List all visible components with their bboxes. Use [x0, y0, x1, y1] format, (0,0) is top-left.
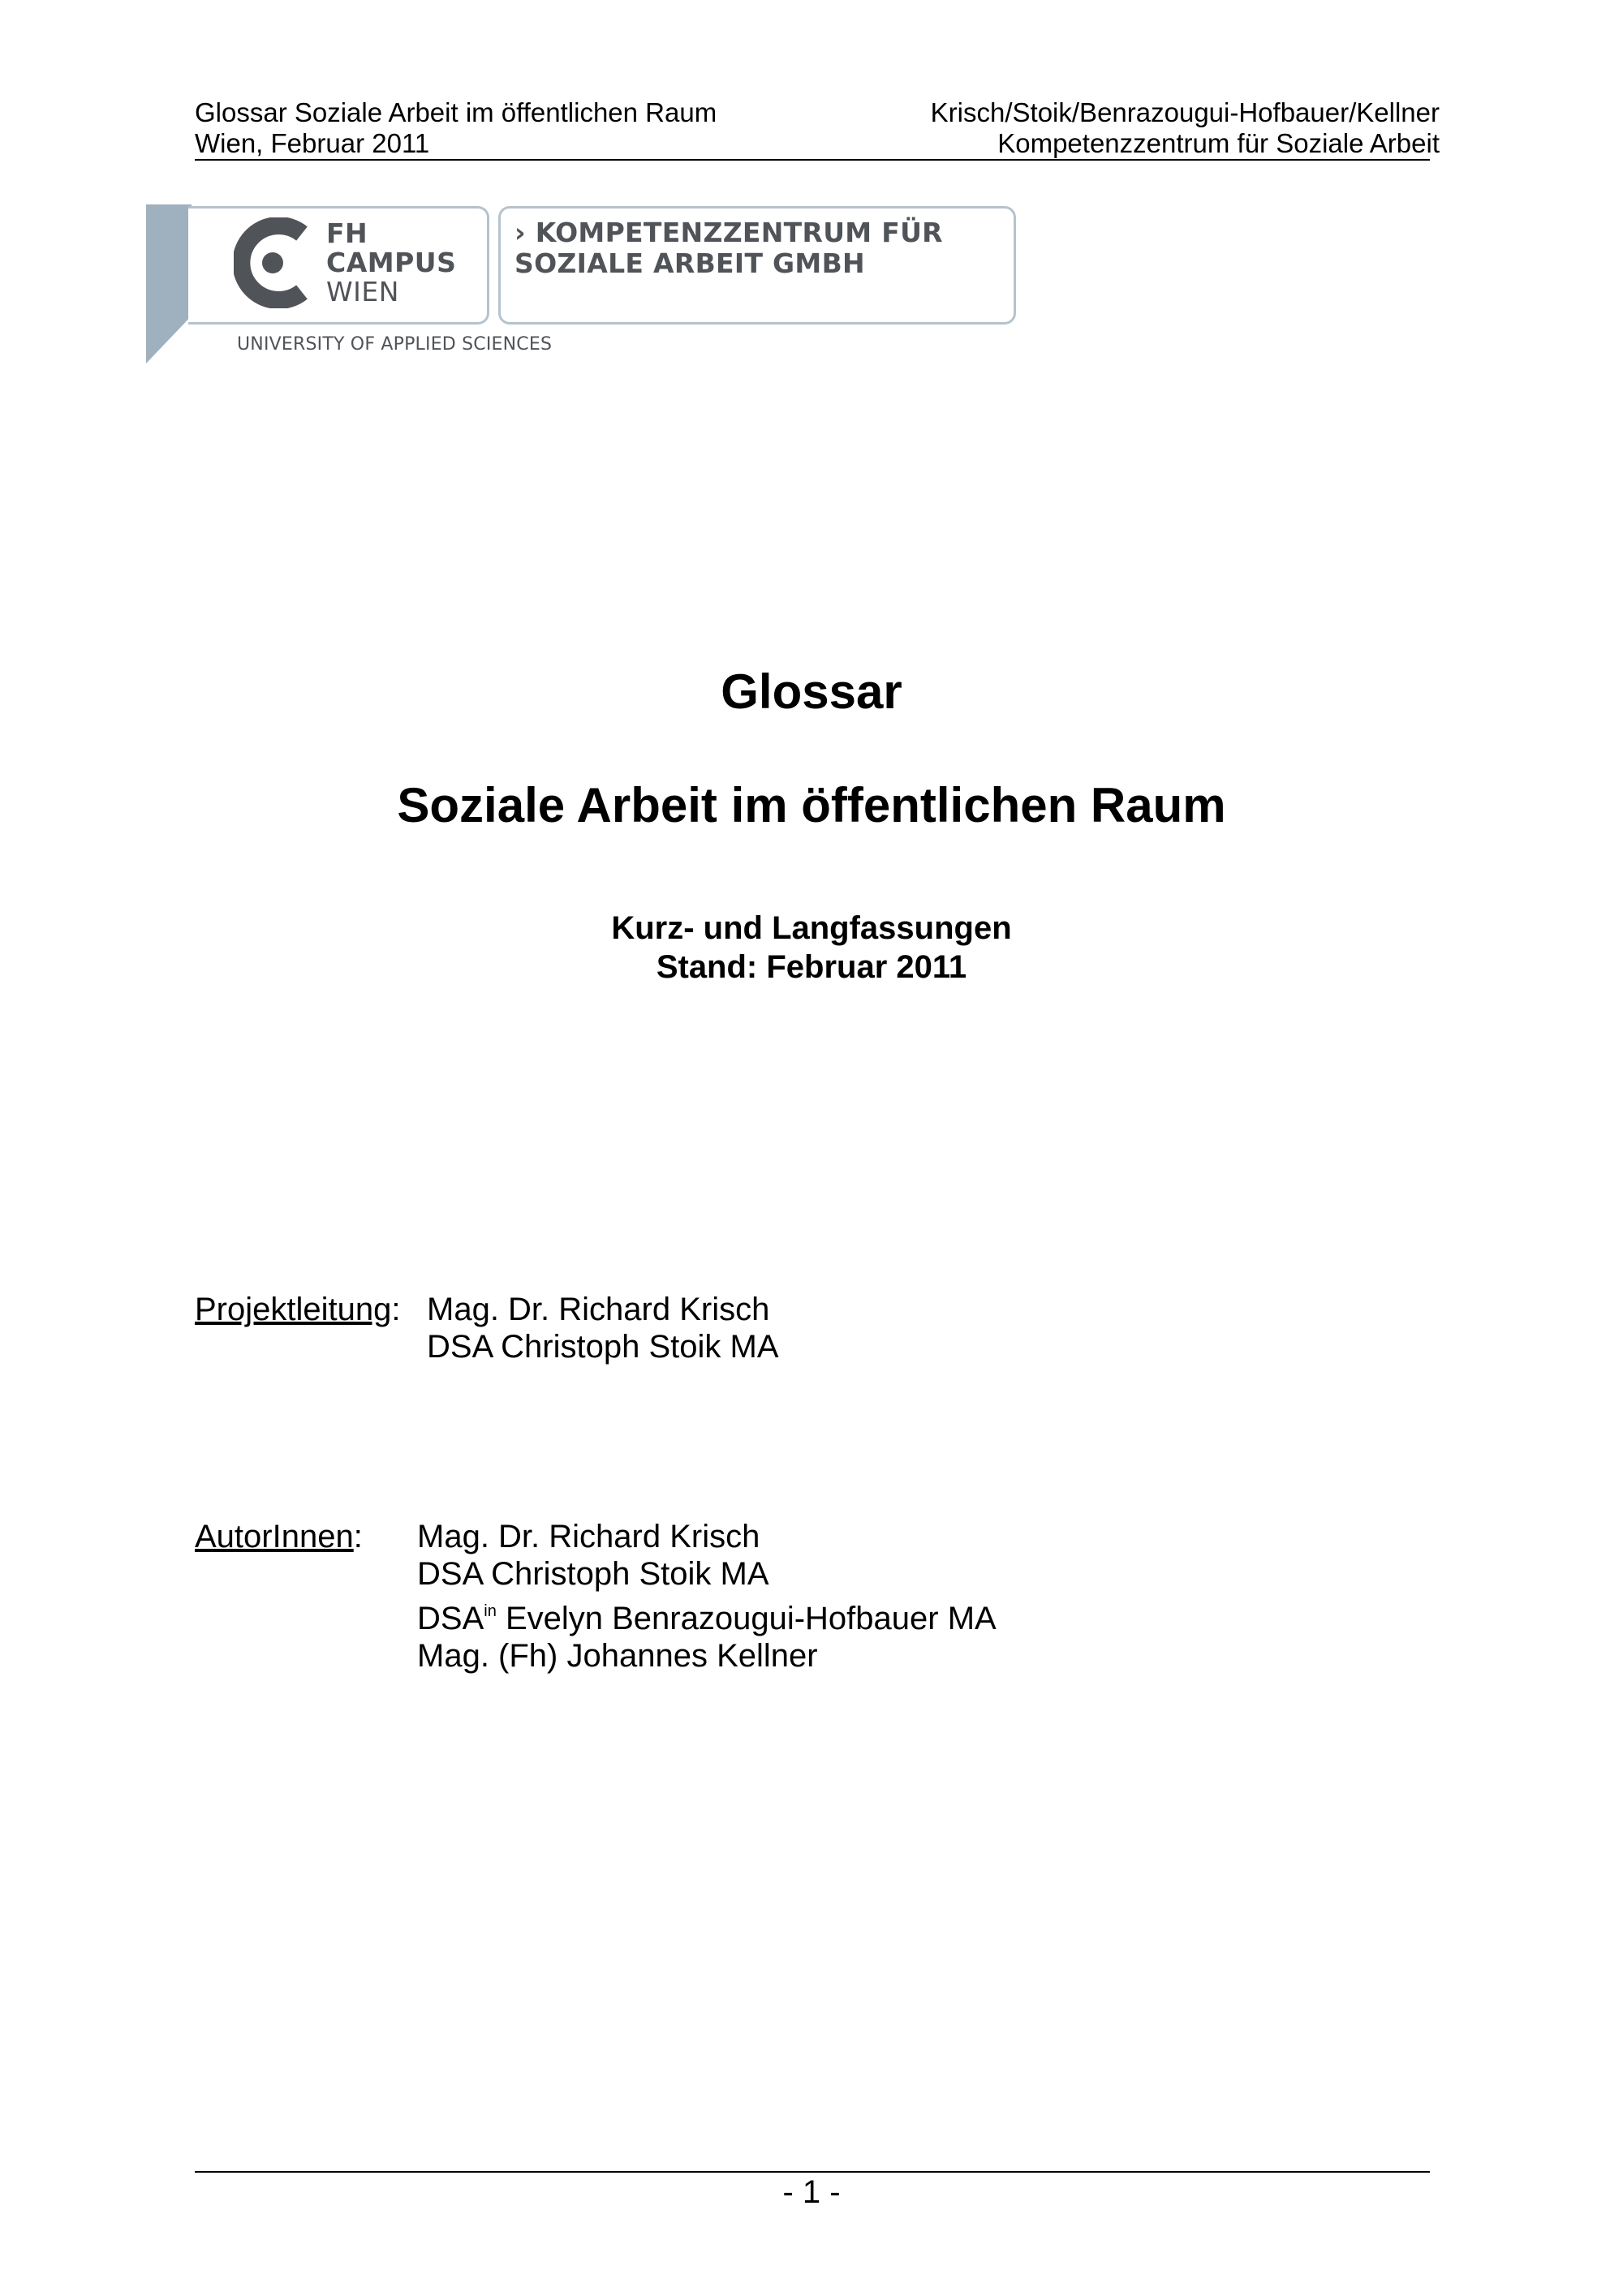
logo-fh: FH	[326, 217, 368, 249]
author-name: DSA Christoph Stoik MA	[417, 1556, 769, 1592]
document-title: Glossar	[721, 664, 902, 719]
fh-campus-logo-text	[326, 219, 456, 307]
logo-wedge	[146, 204, 192, 363]
author-name: $DSA^{in}$ Evelyn Benrazougui-Hofbauer MA	[417, 1601, 997, 1636]
autorinnen-names	[417, 1518, 997, 1675]
logo-university-subtitle: UNIVERSITY OF APPLIED SCIENCES	[237, 334, 553, 355]
document-status-date: Stand: Februar 2011	[656, 949, 967, 985]
projektleitung-names	[427, 1291, 779, 1365]
projektleitung-name: Mag. Dr. Richard Krisch	[427, 1292, 770, 1327]
kompetenzzentrum-logo-text	[514, 217, 943, 279]
document-subtitle: Soziale Arbeit im öffentlichen Raum	[397, 778, 1226, 832]
header-organization: Kompetenzzentrum für Soziale Arbeit	[997, 128, 1440, 158]
header-rule	[195, 159, 1430, 161]
projektleitung-label: Projektleitung:	[195, 1292, 401, 1327]
fh-campus-logo-icon	[234, 217, 312, 308]
logo-banner	[146, 201, 1022, 372]
header-place-date: Wien, Februar 2011	[195, 128, 430, 158]
header-document-title: Glossar Soziale Arbeit im öffentlichen Raum	[195, 97, 717, 127]
logo-komp-line1: › KOMPETENZZENTRUM FÜR	[514, 217, 943, 248]
document-format-note: Kurz- und Langfassungen	[611, 910, 1012, 946]
logo-wien: WIEN	[326, 276, 399, 307]
autorinnen-label: AutorInnen:	[195, 1519, 363, 1554]
header-left	[195, 97, 717, 159]
page-number: - 1 -	[782, 2174, 841, 2210]
author-name: Mag. Dr. Richard Krisch	[417, 1519, 760, 1554]
logo-campus: CAMPUS	[326, 247, 457, 278]
logo-komp-line2: SOZIALE ARBEIT GMBH	[514, 247, 865, 279]
projektleitung-name: DSA Christoph Stoik MA	[427, 1329, 779, 1365]
author-name: Mag. (Fh) Johannes Kellner	[417, 1638, 818, 1674]
header-authors: Krisch/Stoik/Benrazougui-Hofbauer/Kellner	[930, 97, 1440, 127]
header-right	[931, 97, 1440, 159]
